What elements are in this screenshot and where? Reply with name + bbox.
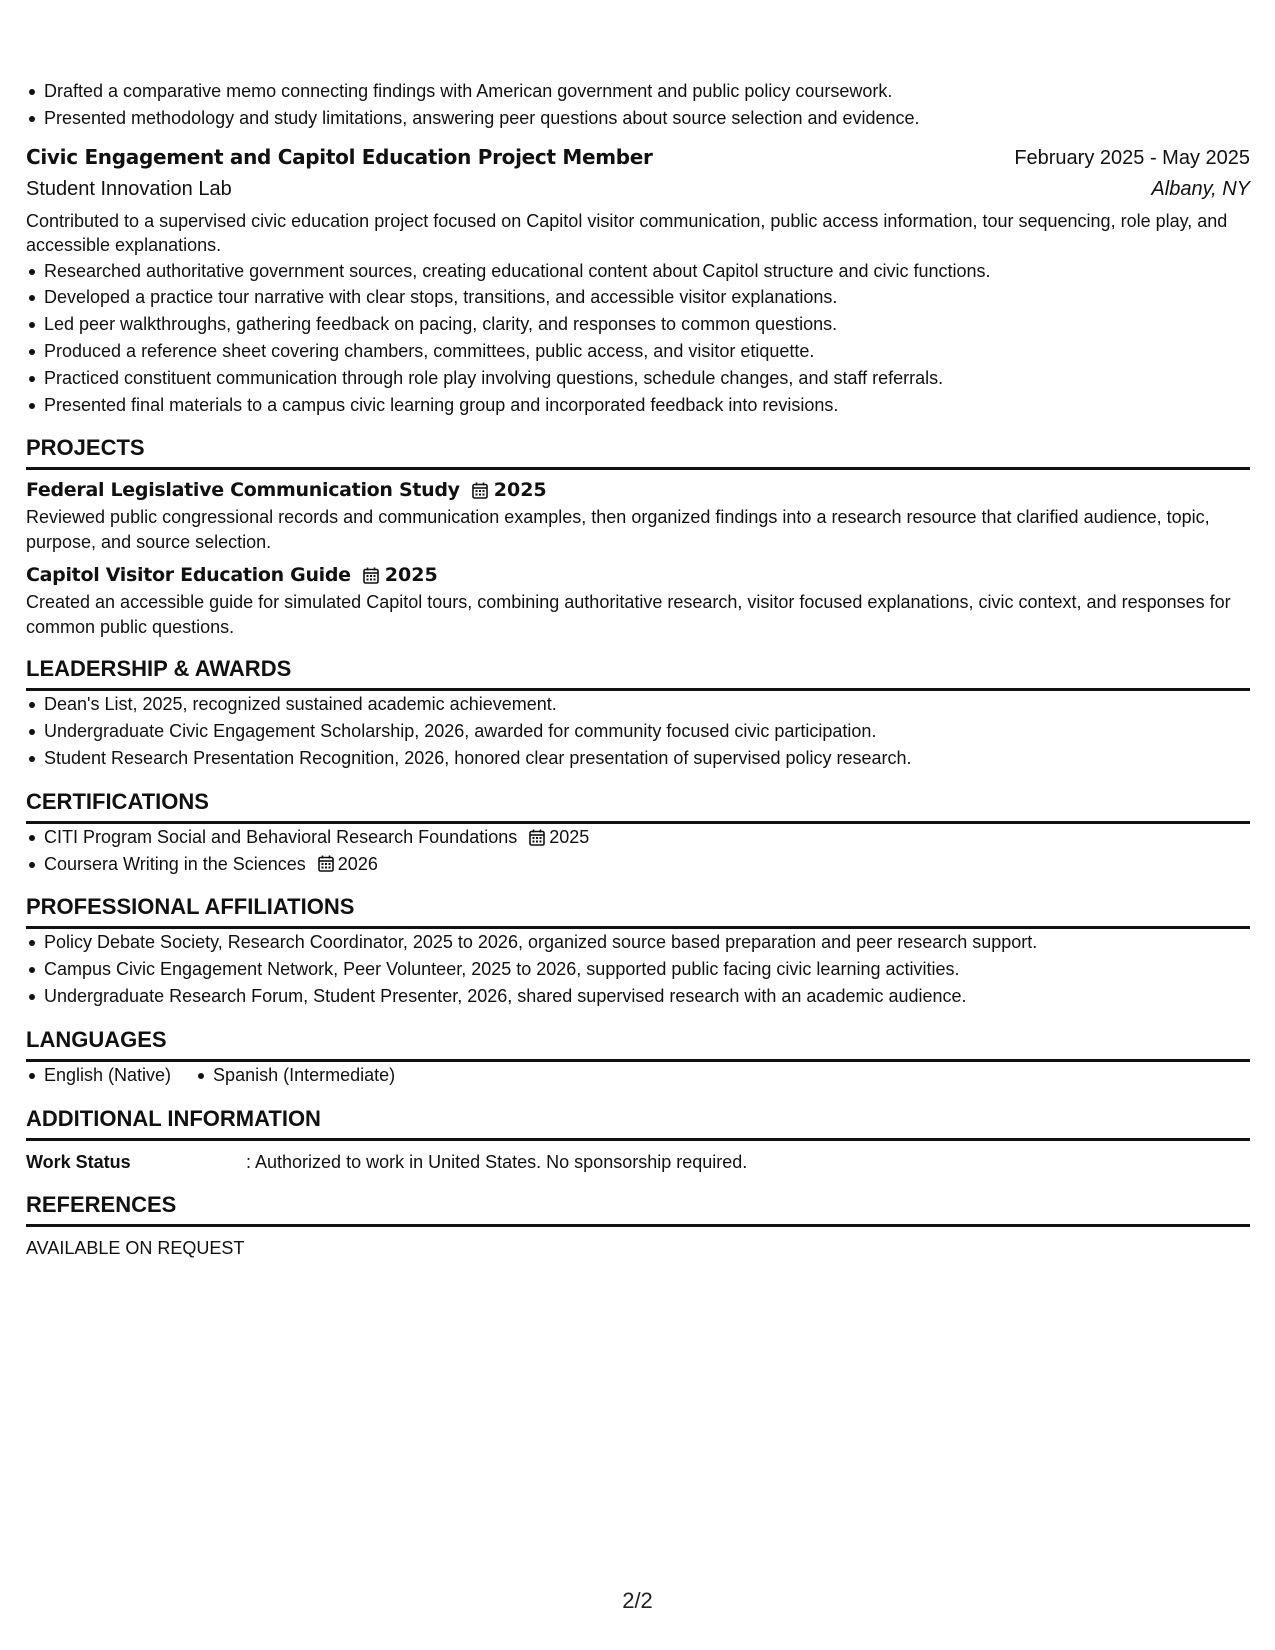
list-item: English (Native) (26, 1062, 171, 1089)
experience-description: Contributed to a supervised civic education project focused on Capitol visitor communication, public access information, tour sequencing, role play, and accessible explanations. (26, 210, 1228, 256)
list-item: Policy Debate Society, Research Coordinator, 2025 to 2026, organized source based preparation and peer research support. (26, 929, 1250, 956)
experience-location: Albany, NY (1151, 177, 1250, 200)
calendar-icon (363, 567, 379, 584)
experience-organization: Student Innovation Lab (26, 177, 232, 200)
experience-title: Civic Engagement and Capitol Education Project Member (26, 144, 653, 169)
certification-year: 2026 (337, 853, 378, 874)
list-item: Led peer walkthroughs, gathering feedback on pacing, clarity, and responses to common questions. (26, 311, 1250, 338)
project-year: 2025 (384, 564, 438, 587)
projects-section (26, 479, 1250, 639)
project-header (26, 479, 1250, 501)
list-item: Spanish (Intermediate) (195, 1062, 395, 1089)
project-year: 2025 (493, 479, 547, 502)
work-status-value: : Authorized to work in United States. No sponsorship required. (246, 1151, 748, 1172)
list-item: Student Research Presentation Recognition, 2026, honored clear presentation of supervised policy research. (26, 745, 1250, 772)
list-item: Researched authoritative government sources, creating educational content about Capitol structure and civic functions. (26, 258, 1250, 285)
project-description: Created an accessible guide for simulated Capitol tours, combining authoritative research, visitor focused explanations, civic context, and responses for common public questions. (26, 592, 1231, 637)
work-status-label: Work Status (26, 1151, 131, 1172)
experience-entry-subheader (26, 178, 1250, 201)
leadership-heading: LEADERSHIP & AWARDS (26, 656, 1250, 691)
list-item: Drafted a comparative memo connecting findings with American government and public policy coursework. (26, 78, 1250, 105)
list-item: Presented methodology and study limitations, answering peer questions about source selection and evidence. (26, 105, 1250, 132)
continued-bullet-list (26, 78, 1250, 132)
page-number: 2/2 (622, 1588, 653, 1613)
experience-dates: February 2025 - May 2025 (1014, 146, 1250, 169)
certifications-list (26, 824, 1250, 878)
references-heading: REFERENCES (26, 1192, 1250, 1227)
certification-name: CITI Program Social and Behavioral Research Foundations (44, 826, 518, 847)
list-item: Presented final materials to a campus civic learning group and incorporated feedback into revisions. (26, 392, 1250, 419)
calendar-icon (472, 482, 488, 499)
project-header (26, 564, 1250, 586)
list-item: Practiced constituent communication through role play involving questions, schedule changes, and staff referrals. (26, 365, 1250, 392)
list-item: Undergraduate Civic Engagement Scholarship, 2026, awarded for community focused civic participation. (26, 718, 1250, 745)
languages-list (26, 1062, 1250, 1089)
project-title: Federal Legislative Communication Study (26, 479, 460, 502)
certifications-heading: CERTIFICATIONS (26, 789, 1250, 824)
projects-heading: PROJECTS (26, 435, 1250, 470)
languages-heading: LANGUAGES (26, 1027, 1250, 1062)
list-item (26, 851, 1250, 878)
list-item: Developed a practice tour narrative with clear stops, transitions, and accessible visitor explanations. (26, 284, 1250, 311)
experience-entry-header (26, 145, 1250, 170)
calendar-icon (529, 829, 545, 846)
experience-bullet-list (26, 258, 1250, 419)
references-text: AVAILABLE ON REQUEST (26, 1237, 245, 1258)
additional-info-heading: ADDITIONAL INFORMATION (26, 1106, 1250, 1141)
resume-page (26, 78, 1250, 1261)
calendar-icon (318, 855, 334, 872)
project-title: Capitol Visitor Education Guide (26, 564, 351, 587)
certification-year: 2025 (549, 826, 590, 847)
affiliations-list (26, 929, 1250, 1009)
list-item (26, 824, 1250, 851)
project-description: Reviewed public congressional records and communication examples, then organized findings into a research resource that clarified audience, topic, purpose, and source selection. (26, 507, 1210, 552)
work-status-row (26, 1149, 1250, 1175)
affiliations-heading: PROFESSIONAL AFFILIATIONS (26, 894, 1250, 929)
leadership-list (26, 691, 1250, 771)
list-item: Campus Civic Engagement Network, Peer Volunteer, 2025 to 2026, supported public facing civic learning activities. (26, 956, 1250, 983)
list-item: Undergraduate Research Forum, Student Presenter, 2026, shared supervised research with an academic audience. (26, 983, 1250, 1010)
list-item: Dean's List, 2025, recognized sustained academic achievement. (26, 691, 1250, 718)
certification-name: Coursera Writing in the Sciences (44, 853, 306, 874)
list-item: Produced a reference sheet covering chambers, committees, public access, and visitor etiquette. (26, 338, 1250, 365)
